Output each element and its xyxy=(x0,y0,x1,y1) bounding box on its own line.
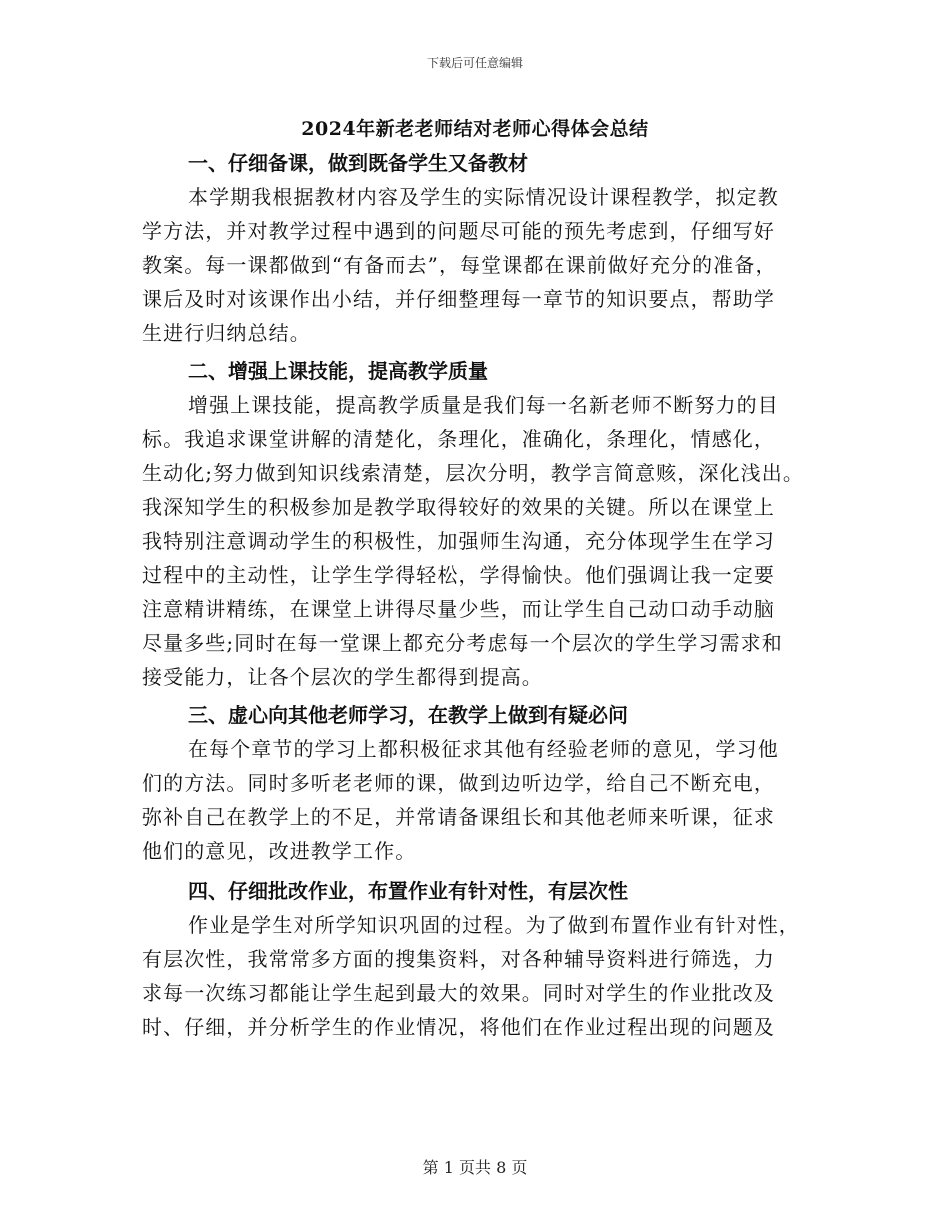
section-2 xyxy=(142,354,810,694)
paragraph-line: 求每一次练习都能让学生起到最大的效果。同时对学生的作业批改及 xyxy=(142,981,775,1005)
paragraph-line: 弥补自己在教学上的不足，并常请备课组长和其他老师来听课，征求 xyxy=(142,805,775,829)
paragraph-line: 在每个章节的学习上都积极征求其他有经验老师的意见，学习他 xyxy=(188,737,779,761)
paragraph-line: 他们的意见，改进教学工作。 xyxy=(142,839,417,863)
paragraph-line: 我特别注意调动学生的积极性，加强师生沟通，充分体现学生在学习 xyxy=(142,529,775,553)
paragraph-line: 时、仔细，并分析学生的作业情况，将他们在作业过程出现的问题及 xyxy=(142,1015,775,1039)
document-body xyxy=(142,146,810,1044)
paragraph xyxy=(142,908,810,1044)
paragraph xyxy=(142,180,810,350)
paragraph-line: 教案。每一课都做到“有备而去”，每堂课都在课前做好充分的准备， xyxy=(142,253,777,277)
section-heading: 三、虚心向其他老师学习，在教学上做到有疑必问 xyxy=(188,703,628,727)
paragraph-line: 过程中的主动性，让学生学得轻松，学得愉快。他们强调让我一定要 xyxy=(142,563,775,587)
paragraph-line: 我深知学生的积极参加是教学取得较好的效果的关键。所以在课堂上 xyxy=(142,495,775,519)
paragraph-line: 们的方法。同时多听老老师的课，做到边听边学，给自己不断充电， xyxy=(142,771,775,795)
document-title: 2024年新老老师结对老师心得体会总结 xyxy=(301,118,649,140)
paragraph-line: 增强上课技能，提高教学质量是我们每一名新老师不断努力的目 xyxy=(188,393,779,417)
section-heading: 四、仔细批改作业，布置作业有针对性，有层次性 xyxy=(188,879,628,903)
paragraph xyxy=(142,732,810,868)
paragraph-line: 注意精讲精练，在课堂上讲得尽量少些，而让学生自己动口动手动脑 xyxy=(142,597,775,621)
section-heading: 二、增强上课技能，提高教学质量 xyxy=(188,359,488,383)
paragraph-line: 作业是学生对所学知识巩固的过程。为了做到布置作业有针对性， xyxy=(188,913,800,937)
paragraph-line: 标。我追求课堂讲解的清楚化，条理化，准确化，条理化，情感化， xyxy=(142,427,775,451)
paragraph-line: 接受能力，让各个层次的学生都得到提高。 xyxy=(142,665,543,689)
section-1 xyxy=(142,146,810,350)
paragraph-line: 生动化;努力做到知识线索清楚，层次分明，教学言简意赅，深化浅出。 xyxy=(142,461,804,485)
paragraph-line: 生进行归纳总结。 xyxy=(142,321,311,345)
section-3 xyxy=(142,698,810,868)
header-note: 下载后可任意编辑 xyxy=(426,56,523,70)
paragraph-line: 有层次性，我常常多方面的搜集资料，对各种辅导资料进行筛选，力 xyxy=(142,947,775,971)
page-number-footer: 第 1 页共 8 页 xyxy=(422,1158,528,1177)
section-heading: 一、仔细备课，做到既备学生又备教材 xyxy=(188,151,528,175)
paragraph-line: 学方法，并对教学过程中遇到的问题尽可能的预先考虑到，仔细写好 xyxy=(142,219,775,243)
paragraph xyxy=(142,388,810,694)
paragraph-line: 尽量多些;同时在每一堂课上都充分考虑每一个层次的学生学习需求和 xyxy=(142,631,783,655)
paragraph-line: 本学期我根据教材内容及学生的实际情况设计课程教学，拟定教 xyxy=(188,185,779,209)
section-4 xyxy=(142,874,810,1044)
paragraph-line: 课后及时对该课作出小结，并仔细整理每一章节的知识要点，帮助学 xyxy=(142,287,775,311)
